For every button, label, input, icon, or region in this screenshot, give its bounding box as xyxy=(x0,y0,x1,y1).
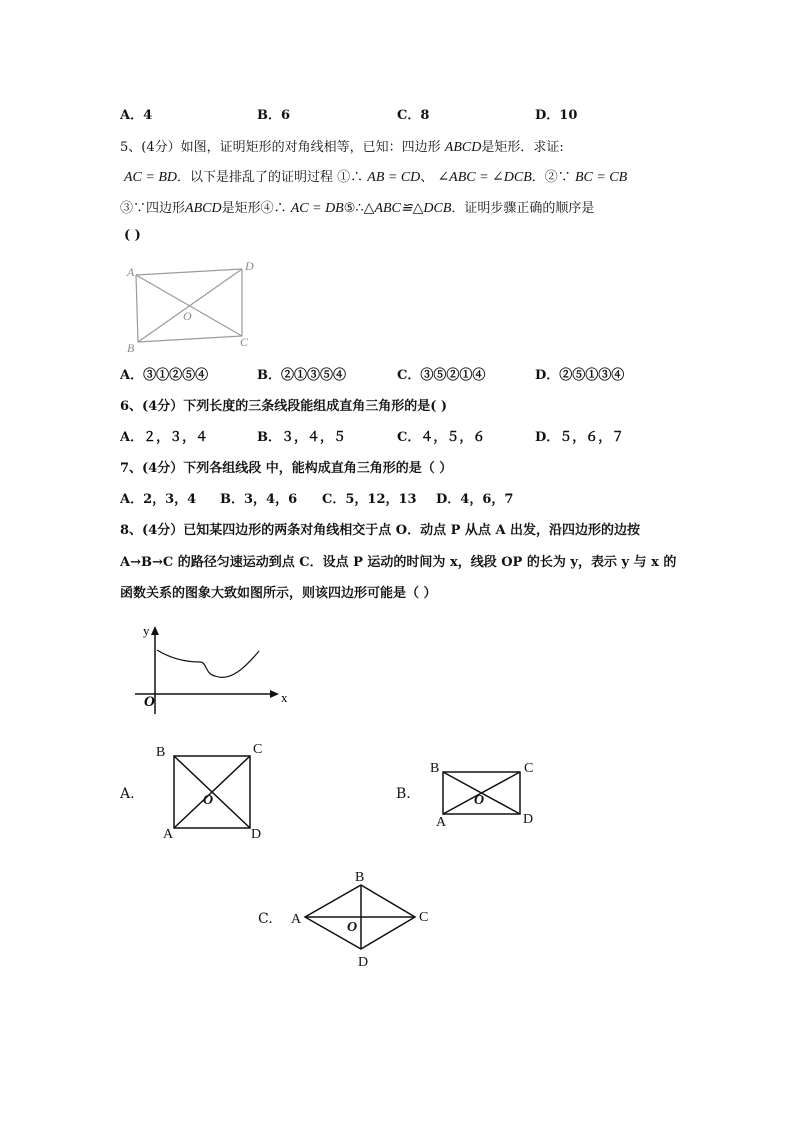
q5-math-ac-db: AC = DB xyxy=(290,201,344,216)
q8-function-graph xyxy=(135,624,305,724)
q7-stem: 7、(4分）下列各组线段 中，能构成直角三角形的是（ ） xyxy=(120,461,453,476)
q8-c-label-b: B xyxy=(355,870,365,885)
q7-option-a: A．2，3，4 xyxy=(120,492,197,507)
q8-option-b-rectangle xyxy=(427,756,547,836)
q8-line3: 函数关系的图象大致如图所示，则该四边形可能是（ ） xyxy=(120,586,437,601)
q4-option-c: C．8 xyxy=(397,108,430,123)
q6-option-d: D．５，６，７ xyxy=(535,430,625,445)
q5-line3-d: ．证明步骤正确的顺序是 xyxy=(451,201,595,216)
q8-option-b-label: B. xyxy=(396,786,411,802)
q5-option-c: C．③⑤②①④ xyxy=(397,368,486,383)
q8-x-arrow xyxy=(270,690,279,698)
q5-line2-text: ．以下是排乱了的证明过程 ①∴ xyxy=(177,170,364,185)
q5-answer-bracket: ( ) xyxy=(124,228,141,243)
q8-a-label-o: O xyxy=(203,793,214,808)
q7-option-d: D．4，6，7 xyxy=(436,492,514,507)
q5-label-b: B xyxy=(127,341,135,355)
q4-option-b: B．6 xyxy=(257,108,291,123)
q5-math-congruent: △ABC≌△DCB xyxy=(363,201,452,216)
q8-a-label-d: D xyxy=(251,827,262,842)
q5-line1-end: 是矩形．求证: xyxy=(481,140,564,155)
q7-option-b: B．3，4，6 xyxy=(220,492,298,507)
q8-c-label-d: D xyxy=(358,955,369,970)
q5-diagonal-db xyxy=(138,269,242,342)
q8-option-c-rhombus xyxy=(290,864,450,974)
q8-c-label-c: C xyxy=(419,910,429,925)
q8-b-label-o: O xyxy=(474,793,485,808)
q5-math-ab-cd: AB = CD xyxy=(367,170,421,185)
q5-label-a: A xyxy=(127,265,135,279)
q5-line2 xyxy=(124,166,627,186)
q8-curve xyxy=(157,650,259,677)
q8-option-a-square xyxy=(155,740,275,840)
q4-option-a: A．4 xyxy=(120,108,153,123)
q8-a-label-a: A xyxy=(163,827,174,842)
q8-y-label: y xyxy=(143,623,150,638)
q5-edge-ad xyxy=(136,269,242,275)
q5-math-angles: ∠ABC = ∠DCB xyxy=(437,170,532,185)
q8-option-c-label: C. xyxy=(258,911,273,927)
q5-label-o: O xyxy=(183,309,192,323)
q5-option-b: B．②①③⑤④ xyxy=(257,368,346,383)
q5-line2-text2: ．②∵ xyxy=(531,170,571,185)
q5-edge-ba xyxy=(136,275,138,342)
q5-line1 xyxy=(120,136,564,156)
q8-y-arrow xyxy=(151,626,159,635)
q8-b-label-a: A xyxy=(436,815,447,830)
q5-line2-sep: 、 xyxy=(420,170,434,185)
q5-label-c: C xyxy=(240,335,249,349)
q5-math-ac-bd: AC = BD xyxy=(124,170,177,185)
q8-a-label-b: B xyxy=(156,745,166,760)
q5-line3-b: 是矩形④∴ xyxy=(221,201,287,216)
q8-c-label-a: A xyxy=(291,912,302,927)
q5-rectangle-figure xyxy=(126,259,276,354)
q4-option-d: D．10 xyxy=(535,108,578,123)
q6-option-b: B．３，４，５ xyxy=(257,430,346,445)
q5-line3 xyxy=(120,197,594,217)
q5-line1-text: 5、(4分）如图，证明矩形的对角线相等，已知：四边形 xyxy=(120,140,441,155)
q8-b-label-b: B xyxy=(430,761,440,776)
q5-label-d: D xyxy=(245,259,254,273)
q8-b-label-c: C xyxy=(524,761,534,776)
q8-x-label: x xyxy=(281,690,288,705)
q5-line3-c: ⑤∴ xyxy=(343,201,364,216)
q5-option-d: D．②⑤①③④ xyxy=(535,368,625,383)
q5-option-a: A．③①②⑤④ xyxy=(120,368,209,383)
q8-c-label-o: O xyxy=(347,920,358,935)
q6-option-c: C．４，５，６ xyxy=(397,430,486,445)
q5-edge-cb xyxy=(138,336,242,342)
q8-origin-label: O xyxy=(144,694,155,710)
q8-a-label-c: C xyxy=(253,742,263,757)
q5-line3-abcd: ABCD xyxy=(185,201,222,216)
q6-option-a: A．２，３，４ xyxy=(120,430,209,445)
q7-option-c: C．5，12，13 xyxy=(322,492,417,507)
q5-math-abcd: ABCD xyxy=(444,140,482,155)
q8-option-a-label: A. xyxy=(120,786,135,802)
q8-line2: A→B→C 的路径匀速运动到点 C．设点 P 运动的时间为 x，线段 OP 的长为 y，表示 y 与 x 的 xyxy=(120,555,677,570)
q5-math-bc-cb: BC = CB xyxy=(574,170,628,185)
q8-line1: 8、(4分）已知某四边形的两条对角线相交于点 O．动点 P 从点 A 出发，沿四边形的边按 xyxy=(120,523,641,538)
q5-line3-a: ③∵四边形 xyxy=(120,201,186,216)
q8-b-label-d: D xyxy=(523,812,534,827)
q6-stem: 6、(4分）下列长度的三条线段能组成直角三角形的是( ) xyxy=(120,399,448,414)
